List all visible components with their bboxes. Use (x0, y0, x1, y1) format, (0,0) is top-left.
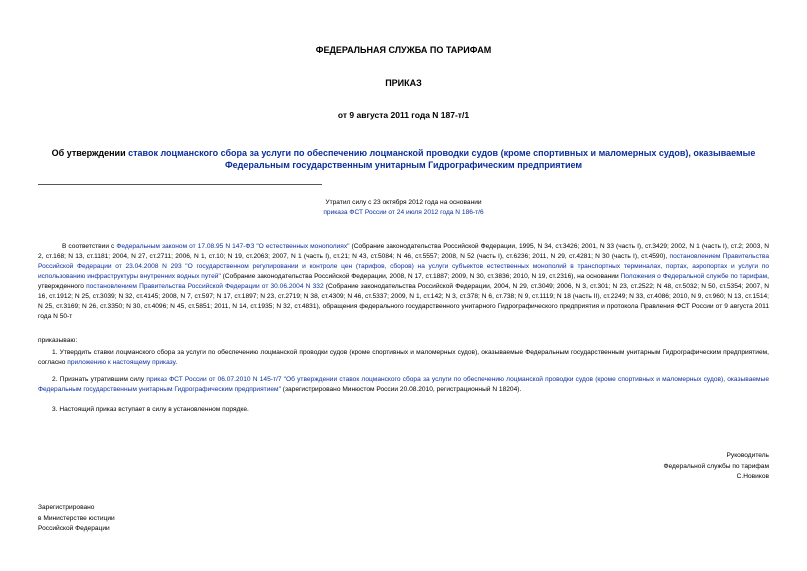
appendix-link[interactable]: приложению к настоящему приказу (67, 359, 176, 366)
date-number-heading: от 9 августа 2011 года N 187-т/1 (337, 110, 470, 120)
document-title (50, 147, 757, 171)
preamble-text-4: , утвержденного (38, 273, 769, 290)
item-1-end: . (175, 359, 178, 366)
preamble-text-5: (Собрание законодательства Российской Федерации, 2004, N 29, ст.3049; 2006, N 3, ст.301; N 23, ст.2522; N 48, ст.5032; N 50, ст.5354; 2007, N 16, ст.1912; N 25, ст.3039; N 32, ст.4145; 2008, N 7, ст.597; N 17, ст.1897; N 23, ст.2719; N 38, ст.4309; N 46, ст.5337; 2009, N 1, ст.142; N 3, ст.378; N 6, ст.738; N 9, ст.1119; N 18 (часть II), ст.2249; N 33, ст.4086; 2010, N 9, ст.960; N 13, ст.1514; N 25, ст.3169; N 26, ст.3350; N 30, ст.4096; N 45, ст.5851; 2011, N 14, ст.1935; N 32, ст.4831), обращения федерального государственного унитарного Гидрографического предприятия и протокола Правления ФСТ России от 9 августа 2011 года N 50-т (38, 283, 769, 320)
preamble-paragraph (38, 242, 769, 322)
lost-force-link[interactable]: приказа ФСТ России от 24 июля 2012 года N 186-т/6 (323, 209, 484, 216)
preamble-text-1: В соответствии с (62, 243, 117, 250)
signature-position: Руководитель (726, 452, 769, 459)
preamble-text-2: (Собрание законодательства Российской Федерации, 1995, N 34, ст.3426; 2001, N 33 (часть I), ст.3429; 2002, N 1 (часть I), ст.2; 2003, N 2, ст.168; N 13, ст.1181; 2004, N 27, ст.2711; 2006, N 1, ст.10; N 19, ст.2063; 2007, N 1 (часть I), ст.21; N 43, ст.5084; N 46, ст.5557; 2008, N 52 (часть I), ст.6236; 2011, N 29, ст.4281; N 30 (часть I), ст.4590), (38, 243, 769, 260)
item-1 (38, 348, 769, 368)
signature-name: С.Новиков (736, 473, 769, 480)
item-2 (38, 375, 769, 395)
preamble-text-3: (Собрание законодательства Российской Федерации, 2008, N 17, ст.1887; 2009, N 30, ст.3836; 2010, N 19, ст.2316), на основании (220, 273, 621, 280)
lost-force-text: Утратил силу с 23 октября 2012 года на основании (325, 199, 482, 206)
item-3: 3. Настоящий приказ вступает в силу в установленном порядке. (52, 406, 249, 413)
doc-type-heading: ПРИКАЗ (385, 78, 422, 88)
decree-332-link[interactable]: постановлением Правительства Российской Федерации от 30.06.2004 N 332 (86, 283, 324, 290)
registration-line-3: Российской Федерации (38, 525, 110, 532)
repealed-order-link[interactable]: приказ ФСТ России от 06.07.2010 N 145-т/7 "Об утверждении ставок лоцманского сбора за услуги по обеспечению лоцманской проводки судов (кроме спортивных и маломерных судов), оказываемые Федеральным государственным унитарным Гидрографическим предприятием" (38, 376, 769, 393)
lost-force-note (0, 198, 807, 218)
agency-heading: ФЕДЕРАЛЬНАЯ СЛУЖБА ПО ТАРИФАМ (315, 45, 492, 55)
item-2-text: 2. Признать утратившим силу (52, 376, 147, 383)
registration-line-1: Зарегистрировано (38, 504, 95, 511)
registration-line-2: в Министерстве юстиции (38, 514, 115, 522)
separator-line (38, 184, 322, 185)
government-decree-link[interactable]: постановлением Правительства Российской Федерации от 23.04.2008 N 293 "О государственном регулировании и контроле цен (тарифов, сборов) на услуги субъектов естественных монополий в транспортных терминалах, портах, аэропортах и услуги по использованию инфраструктуры внутренних водных путей" (38, 253, 769, 280)
law-link[interactable]: Федеральным законом от 17.08.95 N 147-ФЗ "О естественных монополиях" (116, 243, 350, 250)
item-1-text: 1. Утвердить ставки лоцманского сбора за услуги по обеспечению лоцманской проводки судов (кроме спортивных и маломерных судов), оказываемые Федеральным государственным унитарным Гидрографическим предприятием, согласно (38, 349, 769, 366)
title-link[interactable]: ставок лоцманского сбора за услуги по обеспечению лоцманской проводки судов (кроме спортивных и маломерных судов), оказываемые Федеральным государственным унитарным Гидрографическим предприятием (128, 148, 756, 170)
signature-agency: Федеральной службы по тарифам (663, 462, 769, 470)
regulation-link[interactable]: Положения о Федеральной службе по тарифам (620, 273, 768, 280)
registration-block (38, 503, 115, 535)
signature-block (469, 451, 769, 483)
item-2-end: (зарегистрировано Минюстом России 20.08.2010, регистрационный N 18204). (280, 386, 522, 393)
ordering-word: приказываю: (38, 337, 78, 344)
title-prefix: Об утверждении (51, 148, 129, 158)
